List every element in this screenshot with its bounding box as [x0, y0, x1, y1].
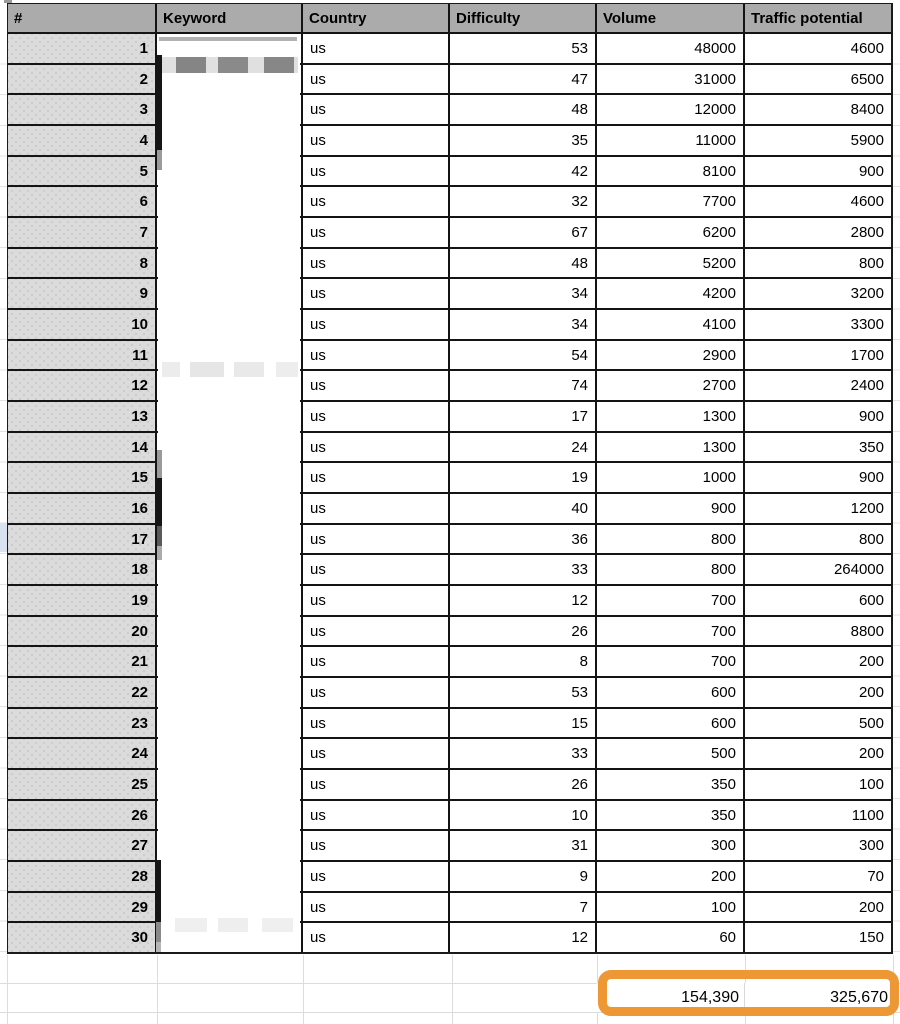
- country-cell[interactable]: us: [303, 893, 450, 922]
- traffic-potential-cell[interactable]: 200: [858, 683, 884, 701]
- country-cell[interactable]: us: [303, 34, 450, 63]
- table-row: [8, 770, 891, 801]
- row-number-cell[interactable]: 5: [8, 157, 157, 186]
- volume-cell[interactable]: 5200: [597, 249, 745, 278]
- difficulty-cell[interactable]: 31: [450, 831, 597, 860]
- traffic-potential-cell[interactable]: 4600: [850, 193, 884, 211]
- difficulty-cell[interactable]: 53: [450, 34, 597, 63]
- table-row: [8, 249, 891, 280]
- volume-cell[interactable]: 48000: [597, 34, 745, 63]
- redaction-blur-block: [218, 918, 248, 932]
- row-number-cell[interactable]: 10: [8, 310, 157, 339]
- traffic-potential-cell[interactable]: 8400: [850, 101, 884, 119]
- row-number-cell[interactable]: 26: [8, 801, 157, 830]
- volume-cell[interactable]: 800: [597, 555, 745, 584]
- redaction-blur-block: [162, 362, 180, 377]
- volume-cell[interactable]: 350: [597, 770, 745, 799]
- country-cell[interactable]: us: [303, 862, 450, 891]
- volume-cell[interactable]: 100: [597, 893, 745, 922]
- table-row: [8, 586, 891, 617]
- row-number-cell[interactable]: 3: [8, 95, 157, 124]
- redaction-blur-block: [218, 57, 248, 73]
- difficulty-cell[interactable]: 12: [450, 923, 597, 952]
- redaction-blur-block: [264, 57, 294, 73]
- country-cell[interactable]: us: [303, 126, 450, 155]
- difficulty-cell[interactable]: 42: [450, 157, 597, 186]
- traffic-potential-cell[interactable]: 900: [858, 469, 884, 487]
- redaction-blur-block: [175, 918, 207, 932]
- traffic-potential-cell[interactable]: 3200: [850, 285, 884, 303]
- volume-cell[interactable]: 700: [597, 617, 745, 646]
- sheet-left-margin: [0, 34, 7, 952]
- difficulty-cell[interactable]: 9: [450, 862, 597, 891]
- redaction-edge-bar-bottom-fade2: [156, 942, 161, 952]
- traffic-potential-cell[interactable]: 600: [858, 591, 884, 609]
- volume-cell[interactable]: 700: [597, 586, 745, 615]
- row-number-cell[interactable]: 17: [8, 525, 157, 554]
- row-number-cell[interactable]: 2: [8, 65, 157, 94]
- country-cell[interactable]: us: [303, 279, 450, 308]
- difficulty-cell[interactable]: 24: [450, 433, 597, 462]
- redaction-edge-bar-top-fade: [157, 150, 162, 170]
- volume-cell[interactable]: 500: [597, 739, 745, 768]
- country-cell[interactable]: us: [303, 95, 450, 124]
- totals-highlight-annotation: [598, 970, 899, 1016]
- table-row: [8, 862, 891, 893]
- difficulty-cell[interactable]: 10: [450, 801, 597, 830]
- column-header-difficulty[interactable]: Difficulty: [450, 4, 597, 32]
- difficulty-cell[interactable]: 26: [450, 770, 597, 799]
- country-cell[interactable]: us: [303, 647, 450, 676]
- difficulty-cell[interactable]: 34: [450, 279, 597, 308]
- difficulty-cell[interactable]: 33: [450, 739, 597, 768]
- table-row: [8, 617, 891, 648]
- country-cell[interactable]: us: [303, 770, 450, 799]
- volume-cell[interactable]: 8100: [597, 157, 745, 186]
- difficulty-cell[interactable]: 35: [450, 126, 597, 155]
- country-cell[interactable]: us: [303, 341, 450, 370]
- table-row: [8, 525, 891, 556]
- row-number-cell[interactable]: 29: [8, 893, 157, 922]
- traffic-potential-cell[interactable]: 4600: [850, 39, 884, 57]
- table-row: [8, 157, 891, 188]
- table-row: [8, 647, 891, 678]
- traffic-total-cell[interactable]: 325,670: [830, 988, 888, 1006]
- table-row: [8, 463, 891, 494]
- redaction-edge-bar-mid-fade3: [157, 546, 162, 560]
- country-cell[interactable]: us: [303, 187, 450, 216]
- volume-cell[interactable]: 31000: [597, 65, 745, 94]
- table-row: [8, 218, 891, 249]
- traffic-potential-cell[interactable]: 3300: [850, 315, 884, 333]
- volume-cell[interactable]: 600: [597, 709, 745, 738]
- redaction-blur-block: [176, 57, 206, 73]
- column-header-country[interactable]: Country: [303, 4, 450, 32]
- traffic-potential-cell[interactable]: 350: [858, 438, 884, 456]
- traffic-potential-cell[interactable]: 500: [858, 714, 884, 732]
- country-cell[interactable]: us: [303, 218, 450, 247]
- sheet-right-margin: [893, 34, 900, 952]
- table-row: [8, 893, 891, 924]
- row-17-margin-highlight: [0, 523, 7, 552]
- table-row: [8, 433, 891, 464]
- volume-cell[interactable]: 300: [597, 831, 745, 860]
- volume-total-cell[interactable]: 154,390: [597, 983, 745, 1012]
- row-number-cell[interactable]: 6: [8, 187, 157, 216]
- difficulty-cell[interactable]: 15: [450, 709, 597, 738]
- country-cell[interactable]: us: [303, 555, 450, 584]
- difficulty-cell[interactable]: 40: [450, 494, 597, 523]
- table-row: [8, 310, 891, 341]
- table-row: [8, 402, 891, 433]
- row-number-cell[interactable]: 25: [8, 770, 157, 799]
- country-cell[interactable]: us: [303, 801, 450, 830]
- row-number-cell[interactable]: 7: [8, 218, 157, 247]
- volume-cell[interactable]: 700: [597, 647, 745, 676]
- redaction-edge-bar-mid-fade: [157, 450, 162, 478]
- difficulty-cell[interactable]: 19: [450, 463, 597, 492]
- traffic-potential-cell[interactable]: 1100: [851, 806, 884, 824]
- traffic-potential-cell[interactable]: 70: [867, 867, 884, 885]
- volume-cell[interactable]: 350: [597, 801, 745, 830]
- row-number-cell[interactable]: 22: [8, 678, 157, 707]
- traffic-potential-cell[interactable]: 8800: [850, 622, 884, 640]
- country-cell[interactable]: us: [303, 494, 450, 523]
- redaction-blur-block: [276, 362, 298, 377]
- traffic-potential-cell[interactable]: 264000: [833, 561, 884, 579]
- table-row: [8, 341, 891, 372]
- traffic-potential-cell[interactable]: 6500: [850, 70, 884, 88]
- row-number-cell[interactable]: 18: [8, 555, 157, 584]
- traffic-potential-cell[interactable]: 200: [858, 745, 884, 763]
- table-row: [8, 555, 891, 586]
- column-header-index[interactable]: #: [8, 4, 157, 32]
- column-header-volume[interactable]: Volume: [597, 4, 745, 32]
- table-row: [8, 187, 891, 218]
- volume-cell[interactable]: 60: [597, 923, 745, 952]
- row-number-cell[interactable]: 13: [8, 402, 157, 431]
- row-number-cell[interactable]: 9: [8, 279, 157, 308]
- difficulty-cell[interactable]: 34: [450, 310, 597, 339]
- difficulty-cell[interactable]: 74: [450, 371, 597, 400]
- row-number-cell[interactable]: 1: [8, 34, 157, 63]
- country-cell[interactable]: us: [303, 402, 450, 431]
- table-row: [8, 801, 891, 832]
- table-row: [8, 126, 891, 157]
- difficulty-cell[interactable]: 47: [450, 65, 597, 94]
- keyword-table: [7, 3, 893, 954]
- difficulty-cell[interactable]: 36: [450, 525, 597, 554]
- country-cell[interactable]: us: [303, 923, 450, 952]
- redaction-edge-bar-mid-fade2: [157, 526, 162, 546]
- redaction-edge-bar-bottom: [156, 860, 161, 922]
- traffic-potential-cell[interactable]: 1200: [850, 499, 884, 517]
- volume-cell[interactable]: 12000: [597, 95, 745, 124]
- table-row: [8, 831, 891, 862]
- traffic-potential-cell[interactable]: 200: [858, 653, 884, 671]
- volume-cell[interactable]: 1000: [597, 463, 745, 492]
- redaction-blur-block: [190, 362, 224, 377]
- grid-line: [303, 955, 304, 1024]
- difficulty-cell[interactable]: 48: [450, 95, 597, 124]
- table-row: [8, 95, 891, 126]
- row-number-cell[interactable]: 24: [8, 739, 157, 768]
- country-cell[interactable]: us: [303, 586, 450, 615]
- country-cell[interactable]: us: [303, 433, 450, 462]
- redaction-edge-bar-bottom-fade: [156, 922, 161, 942]
- table-row: [8, 371, 891, 402]
- traffic-potential-cell[interactable]: 900: [858, 407, 884, 425]
- country-cell[interactable]: us: [303, 371, 450, 400]
- traffic-potential-cell[interactable]: 300: [858, 837, 884, 855]
- table-row: [8, 279, 891, 310]
- volume-cell[interactable]: 2900: [597, 341, 745, 370]
- redaction-blur-block: [234, 362, 264, 377]
- country-cell[interactable]: us: [303, 525, 450, 554]
- row-number-cell[interactable]: 4: [8, 126, 157, 155]
- traffic-potential-cell[interactable]: 2800: [850, 223, 884, 241]
- traffic-potential-cell[interactable]: 800: [858, 254, 884, 272]
- table-row: [8, 34, 891, 65]
- traffic-potential-cell[interactable]: 150: [858, 929, 884, 947]
- traffic-potential-cell[interactable]: 5900: [850, 131, 884, 149]
- country-cell[interactable]: us: [303, 739, 450, 768]
- traffic-potential-cell[interactable]: 900: [858, 162, 884, 180]
- volume-cell[interactable]: 6200: [597, 218, 745, 247]
- table-header-row: [8, 4, 891, 34]
- difficulty-cell[interactable]: 7: [450, 893, 597, 922]
- grid-line: [157, 955, 158, 1024]
- traffic-potential-cell[interactable]: 2400: [850, 377, 884, 395]
- difficulty-cell[interactable]: 33: [450, 555, 597, 584]
- country-cell[interactable]: us: [303, 157, 450, 186]
- country-cell[interactable]: us: [303, 65, 450, 94]
- difficulty-cell[interactable]: 67: [450, 218, 597, 247]
- difficulty-cell[interactable]: 17: [450, 402, 597, 431]
- country-cell[interactable]: us: [303, 709, 450, 738]
- row-number-cell[interactable]: 15: [8, 463, 157, 492]
- difficulty-cell[interactable]: 54: [450, 341, 597, 370]
- traffic-potential-cell[interactable]: 800: [858, 530, 884, 548]
- row-number-cell[interactable]: 14: [8, 433, 157, 462]
- volume-cell[interactable]: 4200: [597, 279, 745, 308]
- table-row: [8, 709, 891, 740]
- row-number-cell[interactable]: 8: [8, 249, 157, 278]
- country-cell[interactable]: us: [303, 617, 450, 646]
- table-row: [8, 494, 891, 525]
- grid-line: [452, 955, 453, 1024]
- row-number-cell[interactable]: 28: [8, 862, 157, 891]
- difficulty-cell[interactable]: 12: [450, 586, 597, 615]
- table-row: [8, 678, 891, 709]
- row-number-cell[interactable]: 27: [8, 831, 157, 860]
- column-header-traffic-potential[interactable]: Traffic potential: [751, 9, 863, 27]
- column-header-keyword[interactable]: Keyword: [157, 4, 303, 32]
- traffic-potential-cell[interactable]: 200: [858, 898, 884, 916]
- traffic-potential-cell[interactable]: 1700: [850, 346, 884, 364]
- redaction-edge-bar-mid: [157, 478, 162, 526]
- volume-cell[interactable]: 200: [597, 862, 745, 891]
- country-cell[interactable]: us: [303, 831, 450, 860]
- difficulty-cell[interactable]: 26: [450, 617, 597, 646]
- table-row: [8, 65, 891, 96]
- redaction-blur-block: [262, 918, 293, 932]
- volume-cell[interactable]: 11000: [597, 126, 745, 155]
- volume-cell[interactable]: 1300: [597, 402, 745, 431]
- row-number-cell[interactable]: 11: [8, 341, 157, 370]
- row-number-cell[interactable]: 30: [8, 923, 157, 952]
- difficulty-cell[interactable]: 8: [450, 647, 597, 676]
- volume-cell[interactable]: 800: [597, 525, 745, 554]
- row-number-cell[interactable]: 21: [8, 647, 157, 676]
- difficulty-cell[interactable]: 32: [450, 187, 597, 216]
- country-cell[interactable]: us: [303, 310, 450, 339]
- grid-line: [7, 955, 8, 1024]
- volume-cell[interactable]: 4100: [597, 310, 745, 339]
- country-cell[interactable]: us: [303, 249, 450, 278]
- volume-cell[interactable]: 7700: [597, 187, 745, 216]
- difficulty-cell[interactable]: 48: [450, 249, 597, 278]
- traffic-potential-cell[interactable]: 100: [858, 775, 884, 793]
- keyword-column-redaction-overlay: [158, 34, 300, 952]
- volume-cell[interactable]: 600: [597, 678, 745, 707]
- row-number-cell[interactable]: 23: [8, 709, 157, 738]
- row-number-cell[interactable]: 19: [8, 586, 157, 615]
- table-row: [8, 923, 891, 952]
- redaction-bar-row1: [159, 37, 297, 41]
- volume-cell[interactable]: 900: [597, 494, 745, 523]
- sheet-corner-artifact: [4, 0, 12, 3]
- redaction-edge-bar-top: [157, 55, 162, 150]
- volume-cell[interactable]: 2700: [597, 371, 745, 400]
- country-cell[interactable]: us: [303, 463, 450, 492]
- country-cell[interactable]: us: [303, 678, 450, 707]
- row-number-cell[interactable]: 20: [8, 617, 157, 646]
- table-row: [8, 739, 891, 770]
- row-number-cell[interactable]: 12: [8, 371, 157, 400]
- difficulty-cell[interactable]: 53: [450, 678, 597, 707]
- row-number-cell[interactable]: 16: [8, 494, 157, 523]
- volume-cell[interactable]: 1300: [597, 433, 745, 462]
- table-body: [8, 34, 891, 952]
